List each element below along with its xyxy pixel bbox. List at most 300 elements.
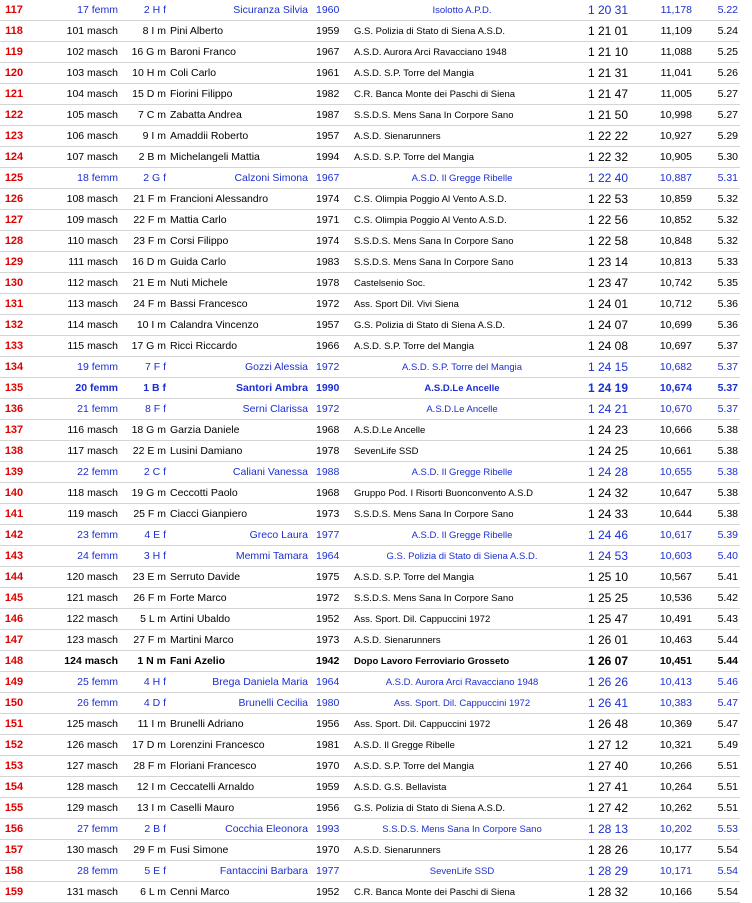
table-row [0,609,740,630]
finish-time-cell: 1 24 23 [572,420,644,441]
category-position-cell: 12 I m [120,777,168,798]
pace-cell: 5.32 [694,231,740,252]
finish-time-cell: 1 26 26 [572,672,644,693]
table-row [0,756,740,777]
pace-cell: 5.38 [694,441,740,462]
category-count-cell: 21 femm [28,399,120,420]
birth-year-cell: 1960 [314,0,352,21]
category-position-cell: 21 E m [120,273,168,294]
position-cell: 134 [0,357,28,378]
birth-year-cell: 1983 [314,252,352,273]
table-row [0,504,740,525]
category-position-cell: 21 F m [120,189,168,210]
team-cell: S.S.D.S. Mens Sana In Corpore Sano [352,231,572,252]
finish-time-cell: 1 23 14 [572,252,644,273]
athlete-name-cell: Ricci Riccardo [168,336,314,357]
category-count-cell: 106 masch [28,126,120,147]
table-row [0,840,740,861]
speed-cell: 10,927 [644,126,694,147]
finish-time-cell: 1 21 50 [572,105,644,126]
speed-cell: 10,670 [644,399,694,420]
pace-cell: 5.38 [694,483,740,504]
table-row [0,210,740,231]
speed-cell: 10,848 [644,231,694,252]
pace-cell: 5.53 [694,819,740,840]
category-position-cell: 7 C m [120,105,168,126]
pace-cell: 5.51 [694,756,740,777]
athlete-name-cell: Zabatta Andrea [168,105,314,126]
team-cell: A.S.D. Aurora Arci Ravacciano 1948 [352,42,572,63]
finish-time-cell: 1 24 07 [572,315,644,336]
category-count-cell: 116 masch [28,420,120,441]
finish-time-cell: 1 28 29 [572,861,644,882]
position-cell: 149 [0,672,28,693]
birth-year-cell: 1973 [314,504,352,525]
birth-year-cell: 1956 [314,714,352,735]
birth-year-cell: 1970 [314,840,352,861]
birth-year-cell: 1957 [314,315,352,336]
category-count-cell: 123 masch [28,630,120,651]
birth-year-cell: 1972 [314,399,352,420]
athlete-name-cell: Bassi Francesco [168,294,314,315]
athlete-name-cell: Guida Carlo [168,252,314,273]
category-position-cell: 23 E m [120,567,168,588]
position-cell: 117 [0,0,28,21]
category-count-cell: 131 masch [28,882,120,903]
athlete-name-cell: Baroni Franco [168,42,314,63]
speed-cell: 10,369 [644,714,694,735]
position-cell: 146 [0,609,28,630]
category-position-cell: 8 I m [120,21,168,42]
category-count-cell: 28 femm [28,861,120,882]
team-cell: A.S.D. Il Gregge Ribelle [352,525,572,546]
athlete-name-cell: Cocchia Eleonora [168,819,314,840]
athlete-name-cell: Serruto Davide [168,567,314,588]
birth-year-cell: 1974 [314,189,352,210]
athlete-name-cell: Caliani Vanessa [168,462,314,483]
team-cell: A.S.D.Le Ancelle [352,378,572,399]
team-cell: S.S.D.S. Mens Sana In Corpore Sano [352,588,572,609]
team-cell: C.S. Olimpia Poggio Al Vento A.S.D. [352,210,572,231]
birth-year-cell: 1972 [314,588,352,609]
category-position-cell: 5 L m [120,609,168,630]
position-cell: 157 [0,840,28,861]
speed-cell: 10,264 [644,777,694,798]
speed-cell: 10,413 [644,672,694,693]
pace-cell: 5.25 [694,42,740,63]
speed-cell: 10,742 [644,273,694,294]
position-cell: 156 [0,819,28,840]
category-position-cell: 2 C f [120,462,168,483]
pace-cell: 5.36 [694,294,740,315]
position-cell: 123 [0,126,28,147]
birth-year-cell: 1968 [314,483,352,504]
speed-cell: 10,603 [644,546,694,567]
pace-cell: 5.37 [694,378,740,399]
finish-time-cell: 1 25 10 [572,567,644,588]
position-cell: 132 [0,315,28,336]
finish-time-cell: 1 28 26 [572,840,644,861]
position-cell: 130 [0,273,28,294]
team-cell: G.S. Polizia di Stato di Siena A.S.D. [352,21,572,42]
finish-time-cell: 1 27 40 [572,756,644,777]
finish-time-cell: 1 22 32 [572,147,644,168]
category-count-cell: 119 masch [28,504,120,525]
category-count-cell: 27 femm [28,819,120,840]
speed-cell: 11,109 [644,21,694,42]
category-count-cell: 115 masch [28,336,120,357]
speed-cell: 10,617 [644,525,694,546]
speed-cell: 10,463 [644,630,694,651]
pace-cell: 5.42 [694,588,740,609]
birth-year-cell: 1956 [314,798,352,819]
position-cell: 159 [0,882,28,903]
birth-year-cell: 1968 [314,420,352,441]
finish-time-cell: 1 22 56 [572,210,644,231]
pace-cell: 5.41 [694,567,740,588]
category-count-cell: 25 femm [28,672,120,693]
team-cell: A.S.D. Il Gregge Ribelle [352,168,572,189]
category-count-cell: 20 femm [28,378,120,399]
speed-cell: 11,041 [644,63,694,84]
speed-cell: 10,813 [644,252,694,273]
category-count-cell: 126 masch [28,735,120,756]
athlete-name-cell: Fusi Simone [168,840,314,861]
finish-time-cell: 1 24 01 [572,294,644,315]
pace-cell: 5.37 [694,357,740,378]
pace-cell: 5.44 [694,651,740,672]
pace-cell: 5.44 [694,630,740,651]
category-count-cell: 26 femm [28,693,120,714]
finish-time-cell: 1 24 46 [572,525,644,546]
category-count-cell: 129 masch [28,798,120,819]
finish-time-cell: 1 21 47 [572,84,644,105]
pace-cell: 5.32 [694,189,740,210]
table-row [0,336,740,357]
pace-cell: 5.38 [694,420,740,441]
athlete-name-cell: Ceccatelli Arnaldo [168,777,314,798]
position-cell: 129 [0,252,28,273]
team-cell: C.S. Olimpia Poggio Al Vento A.S.D. [352,189,572,210]
pace-cell: 5.35 [694,273,740,294]
table-row [0,693,740,714]
birth-year-cell: 1961 [314,63,352,84]
athlete-name-cell: Floriani Francesco [168,756,314,777]
birth-year-cell: 1966 [314,336,352,357]
category-position-cell: 8 F f [120,399,168,420]
birth-year-cell: 1964 [314,546,352,567]
finish-time-cell: 1 25 25 [572,588,644,609]
table-row [0,168,740,189]
birth-year-cell: 1964 [314,672,352,693]
pace-cell: 5.37 [694,336,740,357]
finish-time-cell: 1 26 41 [572,693,644,714]
pace-cell: 5.31 [694,168,740,189]
table-row [0,714,740,735]
category-count-cell: 118 masch [28,483,120,504]
category-position-cell: 22 F m [120,210,168,231]
athlete-name-cell: Sicuranza Silvia [168,0,314,21]
position-cell: 145 [0,588,28,609]
team-cell: A.S.D. S.P. Torre del Mangia [352,336,572,357]
athlete-name-cell: Santori Ambra [168,378,314,399]
finish-time-cell: 1 24 15 [572,357,644,378]
category-position-cell: 2 B f [120,819,168,840]
category-position-cell: 4 H f [120,672,168,693]
category-position-cell: 1 N m [120,651,168,672]
category-position-cell: 22 E m [120,441,168,462]
category-count-cell: 24 femm [28,546,120,567]
category-position-cell: 15 D m [120,84,168,105]
athlete-name-cell: Calandra Vincenzo [168,315,314,336]
finish-time-cell: 1 27 42 [572,798,644,819]
position-cell: 141 [0,504,28,525]
team-cell: S.S.D.S. Mens Sana In Corpore Sano [352,819,572,840]
table-row [0,420,740,441]
team-cell: C.R. Banca Monte dei Paschi di Siena [352,84,572,105]
position-cell: 150 [0,693,28,714]
birth-year-cell: 1974 [314,231,352,252]
table-row [0,378,740,399]
athlete-name-cell: Fiorini Filippo [168,84,314,105]
team-cell: Ass. Sport Dil. Vivi Siena [352,294,572,315]
pace-cell: 5.54 [694,882,740,903]
category-position-cell: 24 F m [120,294,168,315]
birth-year-cell: 1952 [314,609,352,630]
pace-cell: 5.38 [694,504,740,525]
speed-cell: 10,661 [644,441,694,462]
pace-cell: 5.37 [694,399,740,420]
athlete-name-cell: Martini Marco [168,630,314,651]
position-cell: 131 [0,294,28,315]
finish-time-cell: 1 27 12 [572,735,644,756]
table-row [0,0,740,21]
athlete-name-cell: Garzia Daniele [168,420,314,441]
speed-cell: 10,655 [644,462,694,483]
position-cell: 128 [0,231,28,252]
team-cell: A.S.D. Il Gregge Ribelle [352,462,572,483]
table-row [0,462,740,483]
team-cell: A.S.D. Aurora Arci Ravacciano 1948 [352,672,572,693]
team-cell: A.S.D. Il Gregge Ribelle [352,735,572,756]
category-position-cell: 26 F m [120,588,168,609]
athlete-name-cell: Ceccotti Paolo [168,483,314,504]
athlete-name-cell: Francioni Alessandro [168,189,314,210]
position-cell: 135 [0,378,28,399]
table-row [0,483,740,504]
table-row [0,315,740,336]
category-count-cell: 102 masch [28,42,120,63]
category-position-cell: 6 L m [120,882,168,903]
position-cell: 139 [0,462,28,483]
speed-cell: 10,644 [644,504,694,525]
position-cell: 120 [0,63,28,84]
speed-cell: 10,682 [644,357,694,378]
table-row [0,189,740,210]
category-count-cell: 117 masch [28,441,120,462]
athlete-name-cell: Nuti Michele [168,273,314,294]
category-position-cell: 16 D m [120,252,168,273]
birth-year-cell: 1990 [314,378,352,399]
athlete-name-cell: Fani Azelio [168,651,314,672]
category-count-cell: 122 masch [28,609,120,630]
birth-year-cell: 1959 [314,21,352,42]
athlete-name-cell: Corsi Filippo [168,231,314,252]
position-cell: 155 [0,798,28,819]
table-row [0,147,740,168]
table-row [0,882,740,903]
position-cell: 126 [0,189,28,210]
category-position-cell: 27 F m [120,630,168,651]
pace-cell: 5.47 [694,693,740,714]
category-count-cell: 113 masch [28,294,120,315]
category-position-cell: 5 E f [120,861,168,882]
category-position-cell: 4 D f [120,693,168,714]
birth-year-cell: 1980 [314,693,352,714]
birth-year-cell: 1978 [314,273,352,294]
team-cell: Ass. Sport. Dil. Cappuccini 1972 [352,693,572,714]
team-cell: A.S.D. S.P. Torre del Mangia [352,357,572,378]
speed-cell: 10,321 [644,735,694,756]
category-count-cell: 114 masch [28,315,120,336]
category-count-cell: 107 masch [28,147,120,168]
category-position-cell: 19 G m [120,483,168,504]
category-count-cell: 101 masch [28,21,120,42]
pace-cell: 5.32 [694,210,740,231]
finish-time-cell: 1 27 41 [572,777,644,798]
table-row [0,672,740,693]
category-count-cell: 112 masch [28,273,120,294]
pace-cell: 5.47 [694,714,740,735]
team-cell: S.S.D.S. Mens Sana In Corpore Sano [352,105,572,126]
finish-time-cell: 1 24 21 [572,399,644,420]
birth-year-cell: 1942 [314,651,352,672]
category-position-cell: 28 F m [120,756,168,777]
speed-cell: 11,005 [644,84,694,105]
position-cell: 154 [0,777,28,798]
birth-year-cell: 1977 [314,861,352,882]
team-cell: A.S.D. S.P. Torre del Mangia [352,756,572,777]
speed-cell: 10,491 [644,609,694,630]
category-position-cell: 29 F m [120,840,168,861]
speed-cell: 10,712 [644,294,694,315]
table-row [0,84,740,105]
table-row [0,21,740,42]
category-count-cell: 124 masch [28,651,120,672]
finish-time-cell: 1 24 33 [572,504,644,525]
category-position-cell: 9 I m [120,126,168,147]
table-row [0,735,740,756]
pace-cell: 5.51 [694,777,740,798]
speed-cell: 10,383 [644,693,694,714]
finish-time-cell: 1 24 32 [572,483,644,504]
team-cell: A.S.D. Sienarunners [352,126,572,147]
speed-cell: 10,647 [644,483,694,504]
pace-cell: 5.27 [694,105,740,126]
birth-year-cell: 1988 [314,462,352,483]
athlete-name-cell: Ciacci Gianpiero [168,504,314,525]
team-cell: S.S.D.S. Mens Sana In Corpore Sano [352,252,572,273]
category-position-cell: 4 E f [120,525,168,546]
category-position-cell: 2 H f [120,0,168,21]
pace-cell: 5.40 [694,546,740,567]
category-count-cell: 23 femm [28,525,120,546]
category-position-cell: 17 D m [120,735,168,756]
team-cell: G.S. Polizia di Stato di Siena A.S.D. [352,546,572,567]
finish-time-cell: 1 28 13 [572,819,644,840]
position-cell: 119 [0,42,28,63]
pace-cell: 5.51 [694,798,740,819]
birth-year-cell: 1982 [314,84,352,105]
team-cell: A.S.D.Le Ancelle [352,420,572,441]
finish-time-cell: 1 24 53 [572,546,644,567]
pace-cell: 5.49 [694,735,740,756]
category-count-cell: 104 masch [28,84,120,105]
birth-year-cell: 1977 [314,525,352,546]
birth-year-cell: 1959 [314,777,352,798]
team-cell: S.S.D.S. Mens Sana In Corpore Sano [352,504,572,525]
category-count-cell: 108 masch [28,189,120,210]
athlete-name-cell: Caselli Mauro [168,798,314,819]
team-cell: Ass. Sport. Dil. Cappuccini 1972 [352,714,572,735]
athlete-name-cell: Amaddii Roberto [168,126,314,147]
birth-year-cell: 1994 [314,147,352,168]
table-row [0,273,740,294]
category-count-cell: 19 femm [28,357,120,378]
athlete-name-cell: Coli Carlo [168,63,314,84]
athlete-name-cell: Lusini Damiano [168,441,314,462]
category-count-cell: 18 femm [28,168,120,189]
speed-cell: 10,998 [644,105,694,126]
finish-time-cell: 1 20 31 [572,0,644,21]
table-row [0,798,740,819]
position-cell: 148 [0,651,28,672]
finish-time-cell: 1 22 40 [572,168,644,189]
team-cell: A.S.D. G.S. Bellavista [352,777,572,798]
pace-cell: 5.43 [694,609,740,630]
pace-cell: 5.54 [694,840,740,861]
finish-time-cell: 1 21 10 [572,42,644,63]
birth-year-cell: 1981 [314,735,352,756]
position-cell: 122 [0,105,28,126]
athlete-name-cell: Memmi Tamara [168,546,314,567]
speed-cell: 10,852 [644,210,694,231]
team-cell: Gruppo Pod. I Risorti Buonconvento A.S.D [352,483,572,504]
birth-year-cell: 1972 [314,294,352,315]
position-cell: 151 [0,714,28,735]
birth-year-cell: 1957 [314,126,352,147]
speed-cell: 10,171 [644,861,694,882]
team-cell: A.S.D. S.P. Torre del Mangia [352,147,572,168]
position-cell: 136 [0,399,28,420]
finish-time-cell: 1 26 01 [572,630,644,651]
table-row [0,651,740,672]
finish-time-cell: 1 24 25 [572,441,644,462]
table-row [0,777,740,798]
speed-cell: 11,088 [644,42,694,63]
speed-cell: 10,202 [644,819,694,840]
team-cell: A.S.D. Sienarunners [352,630,572,651]
category-position-cell: 25 F m [120,504,168,525]
category-position-cell: 2 B m [120,147,168,168]
table-row [0,630,740,651]
pace-cell: 5.26 [694,63,740,84]
category-count-cell: 121 masch [28,588,120,609]
finish-time-cell: 1 26 07 [572,651,644,672]
category-position-cell: 11 I m [120,714,168,735]
pace-cell: 5.39 [694,525,740,546]
team-cell: G.S. Polizia di Stato di Siena A.S.D. [352,315,572,336]
